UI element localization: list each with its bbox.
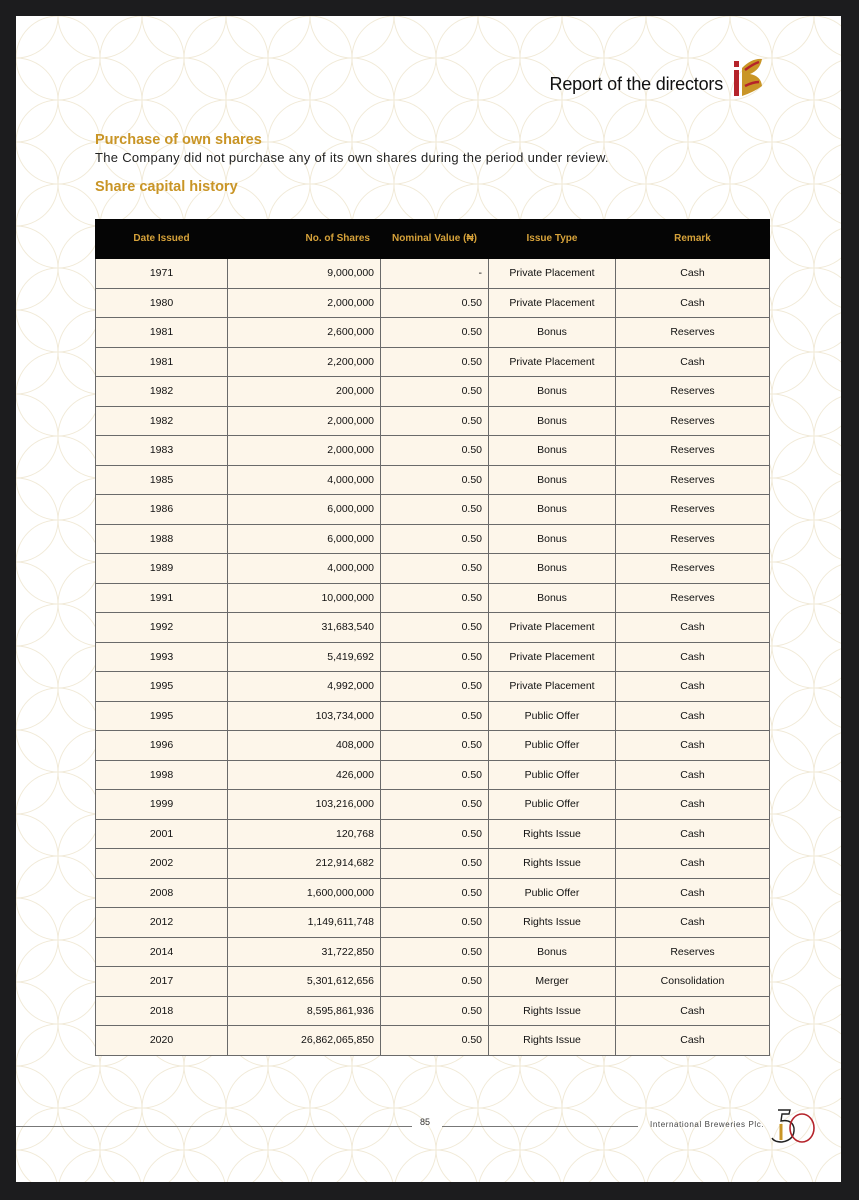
cell-nominal-value: 0.50 (461, 739, 482, 752)
cell-remark: Reserves (616, 377, 770, 407)
cell-nominal-value: 0.50 (461, 562, 482, 575)
cell-remark: Reserves (616, 583, 770, 613)
cell-remark: Cash (616, 1026, 770, 1056)
page-number: 85 (420, 1117, 431, 1127)
cell-shares-value: 2,600,000 (327, 326, 374, 339)
cell-date: 1982 (96, 377, 228, 407)
col-header-date: Date Issued (96, 220, 228, 259)
cell-date: 2008 (96, 878, 228, 908)
cell-issue-type: Bonus (489, 406, 616, 436)
cell-remark: Cash (616, 701, 770, 731)
cell-shares (228, 406, 381, 436)
cell-remark: Reserves (616, 465, 770, 495)
cell-issue-type: Bonus (489, 554, 616, 584)
cell-nominal (381, 819, 489, 849)
cell-shares (228, 672, 381, 702)
cell-remark: Reserves (616, 436, 770, 466)
cell-nominal (381, 259, 489, 289)
cell-shares-value: 2,200,000 (327, 355, 374, 368)
cell-shares-value: 1,600,000,000 (306, 886, 374, 899)
table-row (96, 288, 770, 318)
cell-shares-value: 103,734,000 (315, 709, 374, 722)
cell-issue-type: Public Offer (489, 760, 616, 790)
cell-nominal-value: 0.50 (461, 326, 482, 339)
cell-shares-value: 5,419,692 (327, 650, 374, 663)
footer-divider-right (442, 1126, 638, 1127)
cell-nominal (381, 495, 489, 525)
cell-issue-type: Rights Issue (489, 1026, 616, 1056)
cell-shares-value: 26,862,065,850 (301, 1034, 374, 1047)
cell-nominal-value: 0.50 (461, 621, 482, 634)
cell-remark: Cash (616, 878, 770, 908)
cell-remark: Cash (616, 819, 770, 849)
cell-date: 1995 (96, 701, 228, 731)
cell-nominal (381, 642, 489, 672)
cell-shares-value: 5,301,612,656 (306, 975, 374, 988)
cell-issue-type: Rights Issue (489, 908, 616, 938)
document-page (16, 16, 841, 1182)
cell-date: 2014 (96, 937, 228, 967)
company-name: International Breweries Plc. (650, 1120, 765, 1129)
anniversary-50-icon (768, 1106, 816, 1146)
cell-shares-value: 10,000,000 (321, 591, 374, 604)
cell-issue-type: Bonus (489, 524, 616, 554)
cell-remark: Cash (616, 642, 770, 672)
cell-issue-type: Bonus (489, 583, 616, 613)
col-header-shares (228, 220, 381, 259)
cell-date: 1982 (96, 406, 228, 436)
cell-issue-type: Bonus (489, 465, 616, 495)
cell-shares-value: 4,000,000 (327, 562, 374, 575)
cell-nominal (381, 554, 489, 584)
cell-nominal (381, 790, 489, 820)
cell-date: 1983 (96, 436, 228, 466)
table-row (96, 259, 770, 289)
cell-nominal (381, 288, 489, 318)
cell-shares (228, 613, 381, 643)
cell-nominal (381, 760, 489, 790)
cell-date: 2018 (96, 996, 228, 1026)
cell-shares-value: 8,595,861,936 (306, 1004, 374, 1017)
cell-shares (228, 701, 381, 731)
col-header-shares-label: No. of Shares (305, 233, 370, 244)
cell-shares-value: 426,000 (336, 768, 374, 781)
cell-shares-value: 1,149,611,748 (307, 916, 374, 929)
table-row (96, 583, 770, 613)
cell-shares (228, 347, 381, 377)
cell-date: 1981 (96, 318, 228, 348)
purchase-heading: Purchase of own shares (95, 132, 262, 148)
table-row (96, 613, 770, 643)
cell-nominal-value: 0.50 (461, 473, 482, 486)
cell-nominal-value: 0.50 (461, 414, 482, 427)
cell-issue-type: Public Offer (489, 701, 616, 731)
cell-issue-type: Bonus (489, 495, 616, 525)
cell-nominal (381, 849, 489, 879)
cell-issue-type: Rights Issue (489, 849, 616, 879)
cell-issue-type: Rights Issue (489, 996, 616, 1026)
cell-shares (228, 937, 381, 967)
cell-nominal-value: 0.50 (461, 975, 482, 988)
cell-shares-value: 6,000,000 (327, 503, 374, 516)
cell-shares (228, 760, 381, 790)
cell-nominal-value: 0.50 (461, 532, 482, 545)
cell-date: 2017 (96, 967, 228, 997)
cell-issue-type: Private Placement (489, 642, 616, 672)
table-row (96, 495, 770, 525)
table-row (96, 672, 770, 702)
cell-nominal (381, 465, 489, 495)
cell-remark: Cash (616, 613, 770, 643)
table-header-row (96, 220, 770, 259)
cell-nominal-value: - (478, 267, 482, 280)
table-row (96, 465, 770, 495)
cell-shares-value: 2,000,000 (327, 444, 374, 457)
table-body (96, 259, 770, 1056)
share-history-heading: Share capital history (95, 179, 238, 195)
table-row (96, 642, 770, 672)
cell-nominal (381, 967, 489, 997)
cell-nominal (381, 377, 489, 407)
cell-nominal-value: 0.50 (461, 827, 482, 840)
cell-issue-type: Public Offer (489, 878, 616, 908)
cell-date: 1992 (96, 613, 228, 643)
table-row (96, 908, 770, 938)
table-row (96, 347, 770, 377)
table-row (96, 701, 770, 731)
cell-nominal-value: 0.50 (461, 444, 482, 457)
cell-remark: Cash (616, 849, 770, 879)
cell-nominal-value: 0.50 (461, 798, 482, 811)
col-header-issue-type: Issue Type (489, 220, 616, 259)
table-row (96, 996, 770, 1026)
cell-date: 1981 (96, 347, 228, 377)
cell-remark: Cash (616, 731, 770, 761)
cell-shares-value: 408,000 (336, 739, 374, 752)
col-header-remark: Remark (616, 220, 770, 259)
cell-nominal (381, 996, 489, 1026)
cell-issue-type: Bonus (489, 318, 616, 348)
cell-issue-type: Public Offer (489, 731, 616, 761)
cell-shares (228, 790, 381, 820)
cell-date: 1986 (96, 495, 228, 525)
share-capital-table (95, 219, 770, 1056)
cell-shares-value: 212,914,682 (315, 857, 374, 870)
cell-nominal (381, 406, 489, 436)
cell-remark: Reserves (616, 554, 770, 584)
cell-issue-type: Bonus (489, 937, 616, 967)
cell-shares-value: 120,768 (336, 827, 374, 840)
cell-date: 1993 (96, 642, 228, 672)
cell-issue-type: Rights Issue (489, 819, 616, 849)
table-row (96, 1026, 770, 1056)
cell-nominal-value: 0.50 (461, 296, 482, 309)
cell-remark: Reserves (616, 495, 770, 525)
cell-date: 2020 (96, 1026, 228, 1056)
cell-issue-type: Merger (489, 967, 616, 997)
cell-issue-type: Private Placement (489, 613, 616, 643)
cell-shares (228, 642, 381, 672)
cell-issue-type: Private Placement (489, 672, 616, 702)
cell-shares-value: 31,722,850 (321, 945, 374, 958)
cell-shares (228, 908, 381, 938)
cell-remark: Reserves (616, 524, 770, 554)
cell-nominal (381, 701, 489, 731)
cell-nominal (381, 878, 489, 908)
table-row (96, 406, 770, 436)
table-row (96, 937, 770, 967)
cell-nominal (381, 318, 489, 348)
table-row (96, 760, 770, 790)
cell-remark: Cash (616, 908, 770, 938)
cell-remark: Reserves (616, 318, 770, 348)
cell-shares (228, 849, 381, 879)
cell-shares (228, 259, 381, 289)
cell-nominal-value: 0.50 (461, 945, 482, 958)
table-row (96, 967, 770, 997)
cell-date: 1999 (96, 790, 228, 820)
cell-remark: Cash (616, 760, 770, 790)
cell-shares-value: 2,000,000 (327, 414, 374, 427)
table-row (96, 318, 770, 348)
cell-issue-type: Public Offer (489, 790, 616, 820)
cell-nominal (381, 731, 489, 761)
cell-nominal-value: 0.50 (461, 650, 482, 663)
table-row (96, 377, 770, 407)
purchase-text: The Company did not purchase any of its own shares during the period under review. (95, 150, 609, 165)
cell-nominal-value: 0.50 (461, 768, 482, 781)
table-row (96, 878, 770, 908)
cell-nominal (381, 583, 489, 613)
table-row (96, 436, 770, 466)
cell-nominal (381, 613, 489, 643)
cell-shares-value: 2,000,000 (327, 296, 374, 309)
table-row (96, 731, 770, 761)
cell-shares (228, 819, 381, 849)
cell-remark: Cash (616, 996, 770, 1026)
table-row (96, 554, 770, 584)
cell-shares (228, 288, 381, 318)
cell-remark: Reserves (616, 937, 770, 967)
cell-nominal-value: 0.50 (461, 1004, 482, 1017)
cell-nominal (381, 524, 489, 554)
cell-nominal-value: 0.50 (461, 916, 482, 929)
cell-remark: Cash (616, 790, 770, 820)
cell-nominal-value: 0.50 (461, 886, 482, 899)
cell-nominal-value: 0.50 (461, 385, 482, 398)
cell-shares (228, 377, 381, 407)
cell-shares (228, 318, 381, 348)
cell-shares-value: 4,992,000 (327, 680, 374, 693)
cell-shares (228, 1026, 381, 1056)
cell-date: 1985 (96, 465, 228, 495)
cell-issue-type: Bonus (489, 436, 616, 466)
cell-remark: Cash (616, 672, 770, 702)
cell-shares (228, 878, 381, 908)
company-logo-icon (734, 56, 764, 98)
cell-remark: Cash (616, 259, 770, 289)
cell-date: 1971 (96, 259, 228, 289)
cell-nominal (381, 937, 489, 967)
cell-shares (228, 554, 381, 584)
cell-nominal (381, 908, 489, 938)
cell-date: 1989 (96, 554, 228, 584)
cell-nominal-value: 0.50 (461, 709, 482, 722)
cell-date: 2001 (96, 819, 228, 849)
cell-shares (228, 731, 381, 761)
cell-nominal-value: 0.50 (461, 857, 482, 870)
cell-date: 1996 (96, 731, 228, 761)
table-row (96, 819, 770, 849)
cell-shares-value: 9,000,000 (327, 267, 374, 280)
cell-date: 1998 (96, 760, 228, 790)
cell-shares (228, 436, 381, 466)
cell-nominal-value: 0.50 (461, 591, 482, 604)
cell-remark: Cash (616, 347, 770, 377)
cell-remark: Consolidation (616, 967, 770, 997)
cell-nominal (381, 347, 489, 377)
cell-date: 1988 (96, 524, 228, 554)
cell-issue-type: Private Placement (489, 347, 616, 377)
footer-divider-left (16, 1126, 412, 1127)
table-row (96, 524, 770, 554)
cell-date: 2002 (96, 849, 228, 879)
cell-shares (228, 524, 381, 554)
cell-remark: Reserves (616, 406, 770, 436)
cell-shares (228, 583, 381, 613)
cell-issue-type: Private Placement (489, 259, 616, 289)
cell-shares-value: 4,000,000 (327, 473, 374, 486)
cell-nominal-value: 0.50 (461, 355, 482, 368)
table-row (96, 790, 770, 820)
cell-nominal-value: 0.50 (461, 1034, 482, 1047)
cell-shares-value: 31,683,540 (321, 621, 374, 634)
cell-shares (228, 465, 381, 495)
cell-shares (228, 996, 381, 1026)
table-row (96, 849, 770, 879)
col-header-nominal: Nominal Value (₦) (381, 220, 489, 259)
cell-date: 1991 (96, 583, 228, 613)
cell-issue-type: Bonus (489, 377, 616, 407)
cell-shares (228, 495, 381, 525)
cell-shares-value: 200,000 (336, 385, 374, 398)
cell-nominal (381, 1026, 489, 1056)
cell-nominal (381, 436, 489, 466)
cell-shares-value: 6,000,000 (327, 532, 374, 545)
cell-shares-value: 103,216,000 (315, 798, 374, 811)
cell-nominal-value: 0.50 (461, 503, 482, 516)
cell-remark: Cash (616, 288, 770, 318)
cell-date: 2012 (96, 908, 228, 938)
cell-nominal-value: 0.50 (461, 680, 482, 693)
cell-date: 1995 (96, 672, 228, 702)
cell-shares (228, 967, 381, 997)
page-header-title: Report of the directors (549, 74, 723, 94)
cell-date: 1980 (96, 288, 228, 318)
cell-nominal (381, 672, 489, 702)
cell-issue-type: Private Placement (489, 288, 616, 318)
